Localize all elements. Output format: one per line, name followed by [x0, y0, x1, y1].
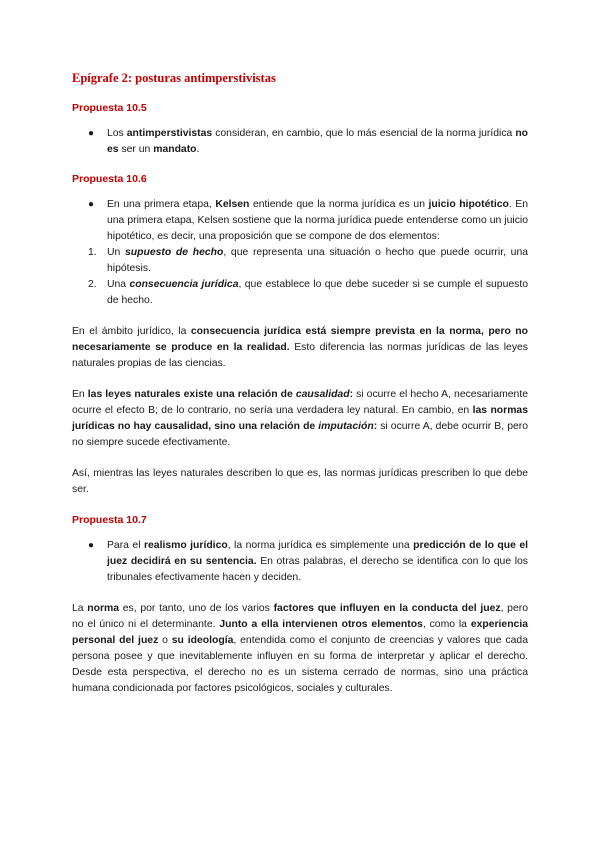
item-number: 2.	[88, 279, 97, 290]
bullet-item: ● En una primera etapa, Kelsen entiende que la norma jurídica es un juicio hipotético. En una primera etapa, Kelsen sostiene que la norma jurídica puede entenderse como un juicio hipotético, es decir, una proposición que se compone de dos elementos:	[88, 199, 528, 242]
bullet-item: ● Los antimperstivistas consideran, en cambio, que lo más esencial de la norma jurídica no es ser un mandato.	[88, 128, 529, 155]
numbered-item: 1. Un supuesto de hecho, que representa una situación o hecho que puede ocurrir, una hipótesis.	[88, 247, 529, 274]
epigraph-title: Epígrafe 2: posturas antimperstivistas	[72, 71, 276, 85]
bullet-icon: ●	[88, 199, 95, 210]
paragraph: La norma es, por tanto, uno de los varios factores que influyen en la conducta del juez, pero no el único ni el determinante. Junto a ella intervienen otros elementos, como la experiencia personal del juez o su ideología, entendida como el conjunto de creencias y valores que cada persona posee y que inevitablemente influyen en su forma de interpretar y aplicar el derecho. Desde esta perspectiva, el derecho no es un sistema cerrado de normas, sino una práctica humana condicionada por factores psicológicos, sociales y culturales.	[72, 603, 528, 694]
paragraph: En las leyes naturales existe una relación de causalidad: si ocurre el hecho A, necesariamente ocurre el efecto B; de lo contrario, no sería una verdadera ley natural. En cambio, en las normas jurídicas no hay causalidad, sino una relación de imputación: si ocurre A, debe ocurrir B, pero no siempre sucede efectivamente.	[72, 389, 528, 448]
item-number: 1.	[88, 247, 97, 258]
bullet-icon: ●	[88, 540, 95, 551]
bullet-item: ● Para el realismo jurídico, la norma jurídica es simplemente una predicción de lo que el juez decidirá en su sentencia. En otras palabras, el derecho se identifica con lo que los tribunales efectivamente hacen y deciden.	[88, 540, 528, 583]
bullet-icon: ●	[88, 128, 95, 139]
proposal-heading: Propuesta 10.7	[72, 514, 147, 526]
proposal-heading: Propuesta 10.6	[72, 173, 147, 185]
numbered-item: 2. Una consecuencia jurídica, que establece lo que debe suceder si se cumple el supuesto de hecho.	[88, 279, 528, 306]
proposal-heading: Propuesta 10.5	[72, 102, 147, 114]
document-body	[72, 71, 528, 697]
paragraph: Así, mientras las leyes naturales describen lo que es, las normas jurídicas prescriben lo que debe ser.	[72, 468, 528, 495]
paragraph: En el ámbito jurídico, la consecuencia jurídica está siempre prevista en la norma, pero no necesariamente se produce en la realidad. Esto diferencia las normas jurídicas de las leyes naturales propias de las ciencias.	[72, 326, 529, 369]
